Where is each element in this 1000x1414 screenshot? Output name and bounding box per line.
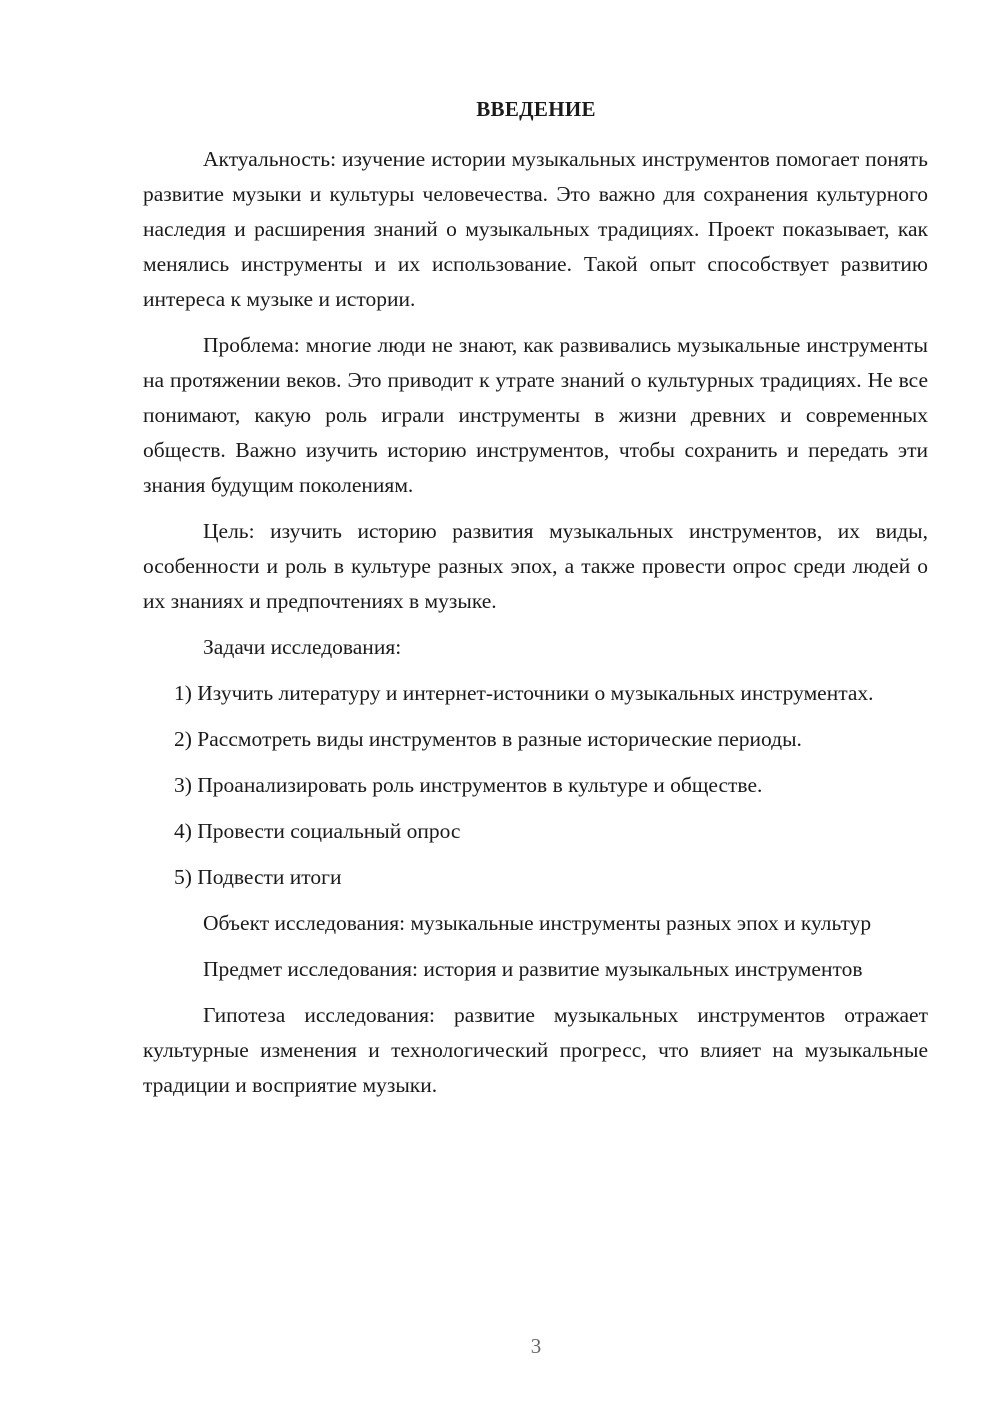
section-title: ВВЕДЕНИЕ	[476, 97, 596, 121]
tasks-heading: Задачи исследования:	[203, 635, 402, 659]
task-item-4: 4) Провести социальный опрос	[174, 819, 461, 843]
goal-paragraph: Цель: изучить историю развития музыкальных инструментов, их виды, особенности и роль в культуре разных эпох, а также провести опрос среди людей о их знаниях и предпочтениях в музыке.	[143, 519, 928, 613]
document-body	[143, 142, 928, 1114]
subject-paragraph: Предмет исследования: история и развитие музыкальных инструментов	[203, 957, 863, 981]
task-item-2: 2) Рассмотреть виды инструментов в разные исторические периоды.	[174, 727, 802, 751]
task-item-5: 5) Подвести итоги	[174, 865, 342, 889]
task-item-3: 3) Проанализировать роль инструментов в культуре и обществе.	[174, 773, 763, 797]
relevance-paragraph: Актуальность: изучение истории музыкальных инструментов помогает понять развитие музыки и культуры человечества. Это важно для сохранения культурного наследия и расширения знаний о музыкальных традициях. Проект показывает, как менялись инструменты и их использование. Такой опыт способствует развитию интереса к музыке и истории.	[143, 147, 928, 311]
object-paragraph: Объект исследования: музыкальные инструменты разных эпох и культур	[203, 911, 872, 935]
page-number: 3	[530, 1334, 542, 1358]
task-item-1: 1) Изучить литературу и интернет-источники о музыкальных инструментах.	[174, 681, 874, 705]
hypothesis-paragraph: Гипотеза исследования: развитие музыкальных инструментов отражает культурные изменения и технологический прогресс, что влияет на музыкальные традиции и восприятие музыки.	[143, 1003, 928, 1097]
problem-paragraph: Проблема: многие люди не знают, как развивались музыкальные инструменты на протяжении веков. Это приводит к утрате знаний о культурных традициях. Не все понимают, какую роль играли инструменты в жизни древних и современных обществ. Важно изучить историю инструментов, чтобы сохранить и передать эти знания будущим поколениям.	[143, 333, 928, 497]
